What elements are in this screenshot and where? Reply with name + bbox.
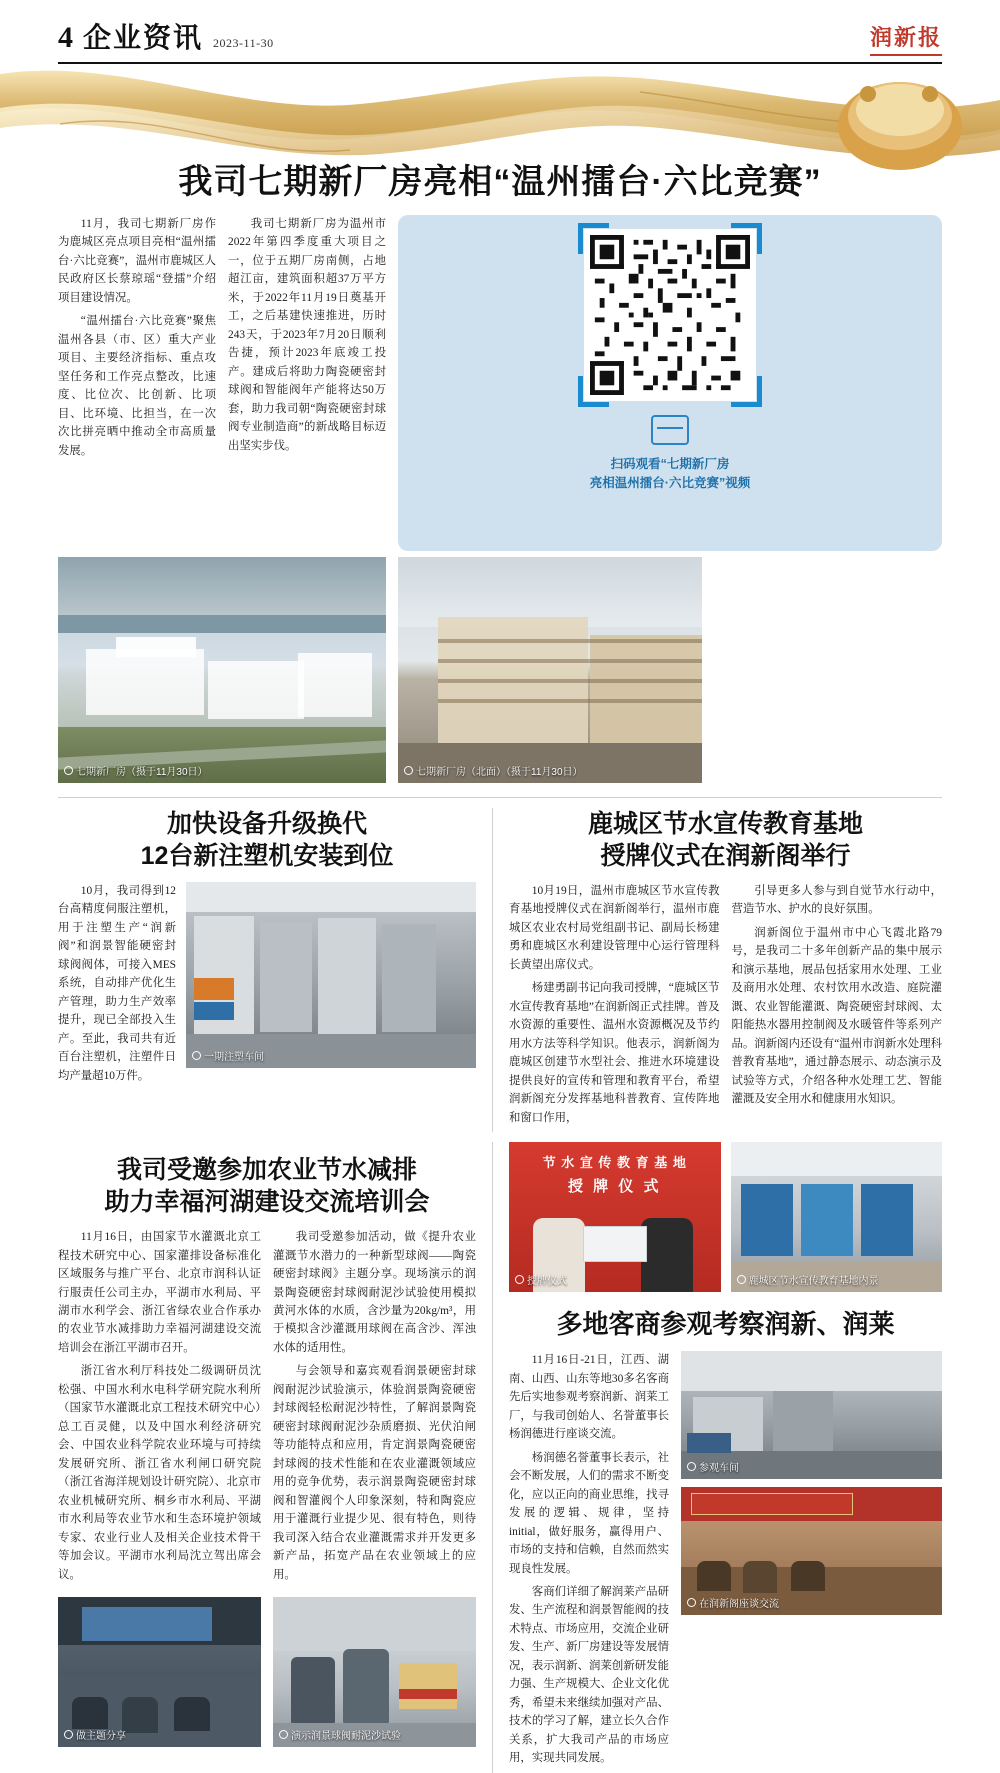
article1-headline: 我司七期新厂房亮相“温州擂台·六比竞赛” (178, 163, 822, 201)
banner-line1: 节 水 宣 传 教 育 基 地 (542, 1155, 687, 1171)
article3 (509, 808, 942, 1132)
article4-col1 (58, 1228, 261, 1589)
paragraph: 11月16日-21日，江西、湖南、山西、山东等地30多名客商先后实地参观考察润新、润莱工厂，与我司创始人、名誉董事长杨润德进行座谈交流。 (509, 1354, 669, 1441)
article5-col1 (509, 1351, 669, 1772)
paragraph: 与会领导和嘉宾观看润景硬密封球阀耐泥沙试验演示，体验润景陶瓷硬密封球阀轻松耐泥沙特性，了解润景陶瓷硬密封球阀耐泥沙杂质磨损、光伏泊闸等功能特点和应用，肯定润景陶瓷硬密封球阀的技术性能和在农业灌溉领域应用的竞争优势，表示润景陶瓷硬密封球阀和智灌阀个人印象深刻，特和陶瓷应用于灌溉行业提少见、很有特色，则待我司深入结合农业灌溉需求并开发更多新产品，拓宽产品在农业领域上的应用。 (273, 1365, 476, 1581)
paragraph: 润新阁位于温州市中心飞霞北路79号，是我司二十多年创新产品的集中展示和演示基地，展品包括家用水处理、工业及商用水处理、农村饮用水改造、庭院灌溉、农业智能灌溉、陶瓷硬密封球阀、太阳能热水器用控制阀及水暖管件等系列产品。润新阁内还设有“温州市润新水处理科普教育基地”，通过静态展示、动态演示及试验等方式，介绍各种水处理工艺、智能灌溉及安全用水和健康用水知识。 (731, 926, 942, 1106)
photo-base-interior (731, 1142, 943, 1292)
paragraph: 客商们详细了解润莱产品研发、生产流程和润景智能阀的技术特点、市场应用，交流企业研发、生产、新厂房建设等发展情况，表示润新、润莱创新研发能力强、生产规模大、企业文化优秀，希望未来继续加强对产品、技术的学习了解，建立长久合作关系，扩大我司产品的市场应用，实现共同发展。 (509, 1585, 669, 1765)
photo-factory-phase7 (58, 557, 386, 783)
article2-col1 (58, 882, 176, 1090)
photo-award-ceremony (509, 1142, 721, 1292)
paragraph: 引导更多人参与到自觉节水行动中，营造节水、护水的良好氛围。 (731, 885, 942, 916)
article3-col2 (732, 882, 943, 1132)
qr-panel (398, 215, 942, 551)
photo-caption: 七期新厂房（摄于11月30日） (64, 763, 208, 778)
photo-runxinge-meeting (681, 1487, 942, 1615)
divider (58, 797, 942, 798)
mid-band (58, 808, 942, 1132)
qr-note: 扫码观看“七期新厂房 亮相温州擂台·六比竞赛”视频 (589, 457, 751, 490)
photo-injection-workshop (186, 882, 476, 1068)
article4 (58, 1142, 476, 1773)
article5-photos (681, 1351, 942, 1772)
photo-factory-phase7-north (398, 557, 702, 783)
paragraph: “温州擂台·六比竞赛”聚焦温州各县（市、区）重大产业项目、主要经济指标、重点攻坚任务和工作亮点整改，比速度、比位次、比创新、比项目、比环境、比担当，在一次次比拼亮晒中推动全市高质量发展。 (58, 315, 216, 457)
page-number: 4 (58, 21, 73, 54)
article5-headline: 多地客商参观考察润新、润莱 (556, 1309, 895, 1340)
article3-col1 (509, 882, 720, 1132)
article1-body (58, 215, 942, 551)
article1-col1 (58, 215, 216, 551)
paragraph: 我司七期新厂房为温州市2022年第四季度重大项目之一，位于五期厂房南侧，占地超江亩，建筑面积超37万平方米，于2022年11月19日奠基开工，之后基建快速推进，历时243天，于2023年7月20日顺利告捷，预计2023年底竣工投产。建成后将助力陶瓷硬密封球阀和智能阀年产能将达50万套，助力我司朝“陶瓷硬密封球阀专业制造商”的新战略目标迈出坚实步伐。 (228, 218, 386, 452)
photo-caption: 七期新厂房（北面）（摄于11月30日） (404, 763, 583, 778)
right-column (509, 1142, 942, 1773)
photo-caption: 鹿城区节水宣传教育基地内景 (737, 1272, 879, 1287)
paragraph: 杨润德名誉董事长表示，社会不断发展，人们的需求不断变化，应以正向的商业思维，找寻发展的逻辑、规律，坚持initial，做好服务，赢得用户、市场的支持和信赖，自然而然实现良性发展。 (509, 1451, 669, 1575)
column-divider (492, 1142, 493, 1773)
article3-headline: 鹿城区节水宣传教育基地 授牌仪式在润新阁举行 (587, 810, 863, 870)
photo-caption: 一期注塑车间 (192, 1048, 264, 1063)
paragraph: 11月，我司七期新厂房作为鹿城区亮点项目亮相“温州擂台·六比竞赛”，温州市鹿城区人民政府区长蔡琼瑶“登擂”介绍项目建设情况。 (58, 218, 216, 304)
photo-workshop-visit (681, 1351, 942, 1479)
paragraph: 10月19日，温州市鹿城区节水宣传教育基地授牌仪式在润新阁举行，温州市鹿城区农业农村局党组副书记、副局长杨建勇和鹿城区水利建设管理中心运行管理科长黄望出席仪式。 (509, 885, 720, 971)
paragraph: 浙江省水利厅科技处二级调研员沈松强、中国水利水电科学研究院水利所（国家节水灌溉北京工程技术研究中心）总工百灵健，以及中国水利经济研究会、中国农业科学院农业环境与可持续发展研究所、浙江省水利闸口研究院（浙江省海洋规划设计研究院）、北京市农业机械研究所、桐乡市水利局、平湖市水利局等农业节水和生态环境护领域专家、农业行业人及相关企业技术骨干等加会议。平湖市水利局沈立驾出席会议。 (58, 1365, 261, 1581)
article2-headline: 加快设备升级换代 12台新注塑机安装到位 (140, 810, 394, 870)
issue-date: 2023-11-30 (213, 36, 274, 50)
photo-ball-valve-sand-test (273, 1597, 476, 1747)
photo-caption: 做主题分享 (64, 1727, 126, 1742)
article1-col2 (228, 215, 386, 551)
article2 (58, 808, 476, 1132)
scan-icon (651, 415, 689, 445)
column-divider (492, 808, 493, 1132)
photo-caption: 在润新阁座谈交流 (687, 1595, 779, 1610)
article1-photos (58, 557, 942, 783)
article3-photos (509, 1142, 942, 1292)
paragraph: 11月16日，由国家节水灌溉北京工程技术研究中心、国家灌排设备标准化区域服务与推广平台、北京市润科认证行服责任公司主办，平湖市水利局、平湖市水利学会、浙江省绿农业合作承办的农业节水减排助力幸福河湖建设交流培训会在浙江平湖市召开。 (58, 1231, 261, 1354)
article4-col2 (273, 1228, 476, 1589)
section-title: 企业资讯 (83, 22, 204, 53)
photo-topic-sharing (58, 1597, 261, 1747)
photo-caption: 授牌仪式 (515, 1272, 567, 1287)
article4-headline: 我司受邀参加农业节水减排 助力幸福河湖建设交流培训会 (104, 1156, 430, 1217)
photo-caption: 演示润景球阀耐泥沙试验 (279, 1727, 401, 1742)
qr-matrix (590, 235, 750, 395)
paragraph: 10月，我司得到12台高精度伺服注塑机，用于注塑生产“润新阀”和润景智能硬密封球阀阀体，可接入MES系统，自动排产优化生产管理，助力生产效率提升，现已全部投入生产。至此，我司共有近百台注塑机，注塑件日均产量超10万件。 (58, 885, 176, 1082)
masthead (58, 0, 942, 60)
paragraph: 我司受邀参加活动，做《提升农业灌溉节水潜力的一种新型球阀——陶瓷硬密封球阀》主题分享。现场演示的润景陶瓷硬密封球阀耐泥沙试验使用模拟黄河水体的水质，含沙量为20kg/m³，用于模拟含沙灌溉用球阀在高含沙、浑浊水体的适用性。 (273, 1231, 476, 1354)
masthead-left (58, 16, 274, 56)
qr-code[interactable] (584, 229, 756, 401)
lower-band (58, 1142, 942, 1773)
photo-caption: 参观车间 (687, 1459, 739, 1474)
banner-line2: 授 牌 仪 式 (567, 1178, 662, 1196)
paper-logo: 润新报 (870, 21, 942, 56)
paragraph: 杨建勇副书记向我司授牌，“鹿城区节水宣传教育基地”在润新阁正式挂牌。普及水资源的重要性、温州水资源概况及节约用水方法等科学知识。他表示，润新阁为鹿城区创建节水型社会、推进水环境建设提供良好的宣传和管理和教育平台，希望润新阁充分发挥基地科普教育、宣传阵地和窗口作用， (509, 982, 720, 1124)
